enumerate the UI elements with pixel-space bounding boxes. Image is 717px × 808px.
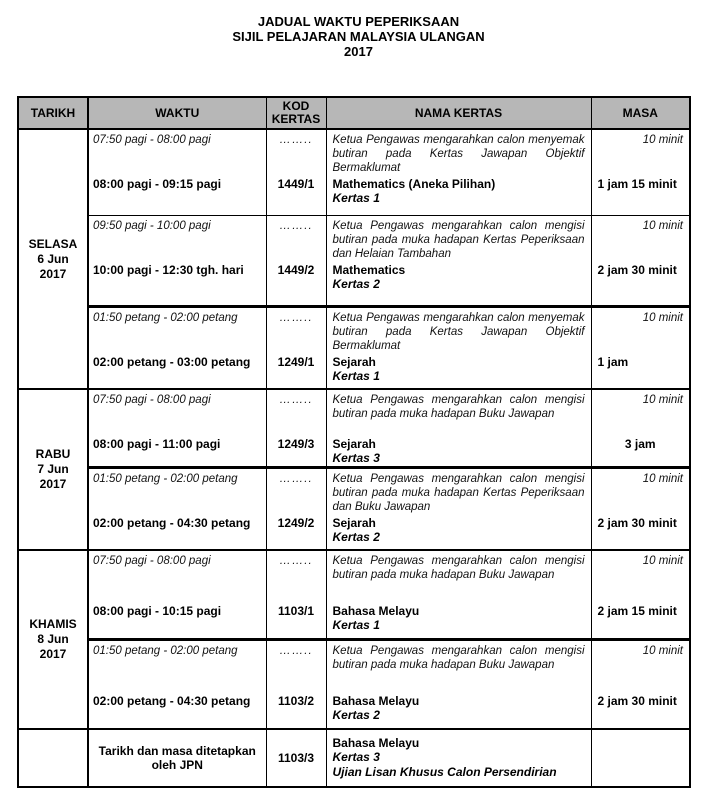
paper-code: 1249/3 bbox=[277, 437, 315, 451]
kod-cell bbox=[266, 729, 326, 787]
masa-cell bbox=[591, 129, 690, 215]
title-line-2: SIJIL PELAJARAN MALAYSIA ULANGAN bbox=[232, 29, 485, 44]
paper-number: Kertas 1 bbox=[332, 191, 380, 205]
col-header-masa: MASA bbox=[591, 97, 690, 129]
pre-duration: 10 minit bbox=[642, 311, 683, 324]
day-year: 2017 bbox=[39, 476, 67, 491]
nama-cell bbox=[326, 468, 591, 550]
subject-name: Bahasa Melayu bbox=[332, 603, 420, 618]
waktu-cell bbox=[88, 129, 266, 215]
nama-cell bbox=[326, 129, 591, 215]
subject-name: Mathematics (Aneka Pilihan) bbox=[332, 177, 496, 191]
subject-name: Bahasa Melayu bbox=[332, 694, 420, 708]
paper-code: 1103/3 bbox=[277, 750, 315, 765]
table-row bbox=[18, 215, 690, 306]
title-line-1: JADUAL WAKTU PEPERIKSAAN bbox=[257, 14, 460, 29]
pre-kod: …….. bbox=[279, 554, 313, 567]
waktu-cell bbox=[88, 215, 266, 306]
paper-number: Kertas 1 bbox=[332, 368, 380, 383]
paper-number: Kertas 2 bbox=[332, 530, 380, 544]
col-header-kod-line1: KOD bbox=[282, 99, 310, 113]
pre-duration: 10 minit bbox=[642, 554, 683, 567]
subject-name: Sejarah bbox=[332, 516, 376, 530]
exam-schedule-table bbox=[17, 96, 691, 788]
table-row bbox=[18, 306, 690, 389]
nama-cell bbox=[326, 215, 591, 306]
exam-time: 10:00 pagi - 12:30 tgh. hari bbox=[93, 262, 244, 277]
col-header-tarikh: TARIKH bbox=[18, 97, 88, 129]
col-header-kod-line2: KERTAS bbox=[271, 112, 321, 126]
pre-duration: 10 minit bbox=[642, 394, 683, 406]
pre-kod: …….. bbox=[279, 394, 313, 406]
instruction-note: Ketua Pengawas mengarahkan calon menyemak butiran pada Kertas Jawapan Objektif Bermaklumat bbox=[332, 134, 585, 174]
table-row bbox=[18, 729, 690, 787]
pre-duration: 10 minit bbox=[642, 473, 683, 485]
paper-code: 1249/2 bbox=[277, 516, 315, 530]
waktu-cell bbox=[88, 468, 266, 550]
pre-kod: …….. bbox=[279, 473, 313, 485]
pre-kod: …….. bbox=[279, 311, 313, 324]
paper-code: 1249/1 bbox=[277, 354, 315, 369]
title-year: 2017 bbox=[344, 44, 373, 59]
table-row bbox=[18, 468, 690, 550]
subject-name: Sejarah bbox=[332, 354, 376, 369]
pre-duration: 10 minit bbox=[642, 134, 683, 146]
pre-time: 07:50 pagi - 08:00 pagi bbox=[93, 554, 211, 567]
nama-cell bbox=[326, 729, 591, 787]
exam-duration: 2 jam 30 minit bbox=[597, 516, 677, 530]
nama-cell bbox=[326, 550, 591, 640]
nama-cell bbox=[326, 389, 591, 468]
instruction-note: Ketua Pengawas mengarahkan calon mengisi butiran pada muka hadapan Buku Jawapan bbox=[332, 394, 585, 420]
exam-time: 02:00 petang - 03:00 petang bbox=[93, 354, 251, 369]
exam-duration: 2 jam 30 minit bbox=[597, 262, 677, 277]
instruction-note: Ketua Pengawas mengarahkan calon mengisi butiran pada muka hadapan Kertas Peperiksaan dan Helaian Tambahan bbox=[332, 219, 585, 260]
subject-name: Mathematics bbox=[332, 262, 406, 277]
day-cell-rabu bbox=[18, 389, 88, 550]
day-name: SELASA bbox=[28, 236, 78, 251]
exam-duration: 3 jam bbox=[624, 437, 656, 451]
exam-time: 02:00 petang - 04:30 petang bbox=[93, 516, 251, 530]
waktu-cell bbox=[88, 306, 266, 389]
table-row bbox=[18, 550, 690, 640]
day-name: KHAMIS bbox=[29, 616, 77, 631]
masa-cell bbox=[591, 640, 690, 729]
pre-kod: …….. bbox=[279, 219, 313, 232]
time-note-line1: Tarikh dan masa ditetapkan bbox=[98, 743, 256, 758]
masa-cell bbox=[591, 468, 690, 550]
day-cell-empty bbox=[18, 729, 88, 787]
exam-time: 08:00 pagi - 10:15 pagi bbox=[93, 603, 222, 618]
pre-kod: …….. bbox=[279, 134, 313, 146]
pre-time: 09:50 pagi - 10:00 pagi bbox=[93, 219, 211, 232]
exam-duration: 2 jam 15 minit bbox=[597, 603, 677, 618]
instruction-note: Ketua Pengawas mengarahkan calon menyemak butiran pada Kertas Jawapan Objektif Bermaklumat bbox=[332, 311, 585, 352]
paper-code: 1449/1 bbox=[277, 177, 315, 191]
kod-cell bbox=[266, 306, 326, 389]
kod-cell bbox=[266, 129, 326, 215]
document-header bbox=[0, 14, 717, 59]
paper-number: Kertas 3 bbox=[332, 451, 380, 465]
instruction-note: Ketua Pengawas mengarahkan calon mengisi butiran pada muka hadapan Buku Jawapan bbox=[332, 645, 585, 671]
col-header-nama: NAMA KERTAS bbox=[326, 97, 591, 129]
day-cell-selasa bbox=[18, 129, 88, 389]
pre-time: 01:50 petang - 02:00 petang bbox=[93, 311, 238, 324]
masa-cell bbox=[591, 306, 690, 389]
day-year: 2017 bbox=[39, 646, 67, 661]
kod-cell bbox=[266, 389, 326, 468]
table-row bbox=[18, 389, 690, 468]
paper-code: 1449/2 bbox=[277, 262, 315, 277]
day-cell-khamis bbox=[18, 550, 88, 729]
pre-time: 07:50 pagi - 08:00 pagi bbox=[93, 134, 211, 146]
subject-name: Bahasa Melayu bbox=[332, 735, 420, 750]
kod-cell bbox=[266, 468, 326, 550]
waktu-cell bbox=[88, 729, 266, 787]
instruction-note: Ketua Pengawas mengarahkan calon mengisi butiran pada muka hadapan Kertas Peperiksaan dan Buku Jawapan bbox=[332, 473, 585, 513]
day-date: 8 Jun bbox=[37, 631, 69, 646]
pre-duration: 10 minit bbox=[642, 645, 683, 657]
waktu-cell bbox=[88, 640, 266, 729]
paper-code: 1103/2 bbox=[277, 694, 315, 708]
exam-duration: 2 jam 30 minit bbox=[597, 694, 677, 708]
table-row bbox=[18, 129, 690, 215]
instruction-note: Ketua Pengawas mengarahkan calon mengisi butiran pada muka hadapan Buku Jawapan bbox=[332, 554, 585, 581]
day-year: 2017 bbox=[39, 266, 67, 281]
pre-time: 07:50 pagi - 08:00 pagi bbox=[93, 394, 211, 406]
paper-note: Ujian Lisan Khusus Calon Persendirian bbox=[332, 764, 557, 779]
masa-cell bbox=[591, 729, 690, 787]
paper-code: 1103/1 bbox=[277, 603, 315, 618]
kod-cell bbox=[266, 640, 326, 729]
masa-cell bbox=[591, 215, 690, 306]
day-date: 6 Jun bbox=[37, 251, 69, 266]
exam-time: 08:00 pagi - 09:15 pagi bbox=[93, 177, 222, 191]
waktu-cell bbox=[88, 389, 266, 468]
paper-number: Kertas 3 bbox=[332, 749, 380, 764]
exam-duration: 1 jam 15 minit bbox=[597, 177, 677, 191]
waktu-cell bbox=[88, 550, 266, 640]
table-header-row bbox=[18, 97, 690, 129]
day-date: 7 Jun bbox=[37, 461, 69, 476]
kod-cell bbox=[266, 550, 326, 640]
table-row bbox=[18, 640, 690, 729]
col-header-waktu: WAKTU bbox=[88, 97, 266, 129]
subject-name: Sejarah bbox=[332, 437, 376, 451]
nama-cell bbox=[326, 640, 591, 729]
nama-cell bbox=[326, 306, 591, 389]
pre-duration: 10 minit bbox=[642, 219, 683, 232]
exam-time: 08:00 pagi - 11:00 pagi bbox=[93, 437, 221, 451]
exam-duration: 1 jam bbox=[597, 354, 629, 369]
paper-number: Kertas 2 bbox=[332, 276, 380, 291]
exam-time: 02:00 petang - 04:30 petang bbox=[93, 694, 251, 708]
masa-cell bbox=[591, 550, 690, 640]
kod-cell bbox=[266, 215, 326, 306]
day-name: RABU bbox=[35, 446, 71, 461]
masa-cell bbox=[591, 389, 690, 468]
col-header-kod bbox=[266, 97, 326, 129]
paper-number: Kertas 1 bbox=[332, 617, 380, 632]
paper-number: Kertas 2 bbox=[332, 708, 380, 722]
pre-time: 01:50 petang - 02:00 petang bbox=[93, 473, 238, 485]
time-note-line2: oleh JPN bbox=[151, 757, 203, 772]
pre-time: 01:50 petang - 02:00 petang bbox=[93, 645, 238, 657]
pre-kod: …….. bbox=[279, 645, 313, 657]
